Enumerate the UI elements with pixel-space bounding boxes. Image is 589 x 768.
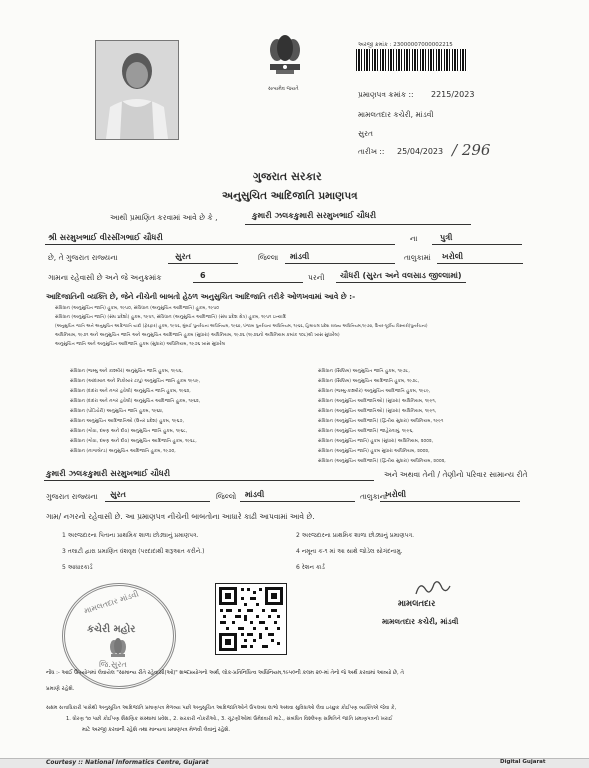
applicant-photo [95,40,179,140]
village2-value: માંડવી [245,490,265,499]
footer-brand: Digital Gujarat [500,759,546,765]
taluka-label: તાલુકામાં [404,253,431,262]
barcode [356,49,467,71]
document-item: 4 નમૂના ક-૧ માં આ સાથે જોડેલ સોગંદનામુ. [296,548,403,555]
basis-statement: ગામ/ નગરનો રહેવાસી છે. આ પ્રમાણપત્ર નીચેની બાબતોના આધારે કાઢી આપવામાં આવે છે. [46,512,315,521]
father-name: શ્રી સરમુખભાઈ વીરસીંગભાઈ ચૌધરી [48,233,163,242]
district-name: સુરત [358,129,373,138]
emblem-caption: સત્યમેવ જયતે [268,86,299,92]
office-name: મામલતદાર કચેરી, માંડવી [358,110,434,119]
left-col-item: સંવિધાન (ગોવા, દમણ અને દીવ) અનુસુચિત આદિજાતિ હુકમ, ૧૯૬૮, [70,439,197,444]
right-col-item: સંવિધાન (અનુસુચિત આદિજાતિ) જાહેરનામું, ૧૯૯૬, [318,429,414,434]
stamp-emblem-icon [107,638,129,658]
right-col-item: સંવિધાન (સિક્કિમ) અનુસુચિત જાતિ હુકમ, ૧૯૭૮, [318,369,410,374]
recognition-statement: આદિજાતિની વ્યક્તિ છે, જેને નીચેની બાબતો હેઠળ અનુસુચિત આદિજાતિ તરીકે ઓળખવામાં આવે છે :- [46,292,356,301]
note-line-4: માટે અરજી કરવાની રહેશે તથા માન્યતા પ્રમાણપત્ર મેળવી લેવાનું રહેશે. [82,727,231,733]
signatory-title: મામલતદાર [398,599,436,609]
government-title: ગુજરાત સરકાર [253,170,322,183]
district-value: સુરત [175,252,191,261]
village-value: માંડવી [290,252,310,261]
left-col-item: સંવિધાન (ગોવા, દમણ અને દીવ) અનુસુચિત જાતિ હુકમ, ૧૯૬૮, [70,429,188,434]
handwritten-number: / 296 [452,141,491,159]
right-col-item: સંવિધાન (અનુસુચિત આદિજાતિઓ) (સુધારા) અધિનિયમ, ૧૯૯૧, [318,409,437,414]
left-col-item: સંવિધાન (દાદરા અને નગર હવેલી) અનુસુચિત આદિજાતિ હુકમ, ૧૯૬૨, [70,399,201,404]
right-col-item: સંવિધાન (સિક્કિમ) અનુસુચિત આદિજાતિ હુકમ, ૧૯૭૮, [318,379,420,384]
note-line-2: સક્ષમ સત્તાધિકારી પાસેથી અનુસૂચિત આદિજાતિ પ્રમાણપત્ર મેળવ્યા પછી અનુસૂચિત આદિજાતિઓને ઉપલબ્ધ લાભો અથવા સુવિધાઓ લેવા ઇચ્છુક કોઈપણ વ્યક્તિએ જેવા કે, [46,705,397,711]
stamp-center-text: કચેરી મહોર [87,624,136,635]
district2-label: જિલ્લો [216,492,237,501]
left-col-item: સંવિધાન (નાગાલેન્ડ) અનુસુચિત આદિજાતિ હુકમ, ૧૯૭૦, [70,449,176,454]
document-item: 6 રેશન કાર્ડ [296,564,325,571]
certificate-title: અનુસુચિત આદિજાતિ પ્રમાણપત્ર [222,190,358,202]
applicant-name: કુમારી ઝલકકુમારી સરમુખભાઈ ચૌધરી [252,211,377,220]
document-item: 2 અરજદારના પ્રાથમિક શાળા છોડ્યાનું પ્રમાણપત્ર. [296,532,415,539]
tribe-value: ચૌધરી (સુરત અને વલસાડ જીલ્લામાં) [340,271,462,280]
document-item: 3 તલાટી દ્વારા પ્રમાણિત વંશવૃક્ષ (પરદાદાથી શરૂઆત કરીને.) [62,548,205,555]
left-col-item: સંવિધાન (જમ્મુ અને કાશ્મીર) અનુસુચિત જાતિ હુકમ, ૧૯૫૬, [70,369,183,374]
date-value: 25/04/2023 [397,147,444,156]
law-line: સંવિધાન (અનુસુચિત જાતિ) (સંઘ પ્રદેશો) હુકમ, ૧૯૫૧, સંવિધાન (અનુસુચિત આદિજાતિ) (સંઘ પ્રદેશ ક્ષેત્ર) હુકમ, ૧૯૫૧ ઇત્યાદિ [55,315,287,320]
document-item: 5 આધારકાર્ડ [62,564,93,571]
taluka2-value: ખરોલી [385,490,407,499]
right-col-item: સંવિધાન (અનુસુચિત આદિજાતિ) (દ્વિતીય સુધારા) અધિનિયમ, ૨૦૦૨, [318,459,446,464]
right-col-item: સંવિધાન (અનુસુચિત આદિજાતિ) (દ્વિતીય સુધારા) અધિનિયમ, ૧૯૯૧ [318,419,444,424]
national-emblem-icon [262,30,308,82]
note-line-3: 1. ધોરણ ૧૦ પછી કોઈપણ શૈક્ષણિક સંસ્થામાં પ્રવેશ., 2. સરકારી નોકરીઓ., 3. ચૂંટણીઓમાં ઉમેદવારી માટે., સંબંધિત વિશ્લેષણ સમિતિને જાતિ પ્રમાણપત્રની ખરાઈ [66,716,393,722]
person-silhouette-icon [96,41,178,139]
relation-value: પુત્રી [440,233,453,242]
footer-bar [0,758,589,768]
law-line: અનુસુચિત જાતિ અને અનુસુચિત આદિજાતિ હુકમ (સુધારા) અધિનિયમ, ૧૯૭૬ ખાસ સુધારેલ [55,342,226,347]
family-suffix: અને અથવા તેની / તેણીનો પરિવાર સામાન્ય રીતે [384,470,528,479]
law-line: અધિનિયમ, ૧૯૭૧ અને અનુસુચિત જાતિ અને અનુસુચિત આદિજાતિ હુકમ (સુધારા) અધિનિયમ, ૧૯૭૬ (૧૯૭૬નો અધિનિયમ ક્રમાંક ૧૦૮)થી ખાસ સુધારેલ) [55,333,340,338]
law-line: (અનુસુચિત જાતિ અને અનુસુચિત આદિજાતિ યાદી (ફેરફાર) હુકમ, ૧૯૫૬, મુંબઈ પુનર્રચના અધિનિયમ, ૧૯૬૦, પંજાબ પુનર્રચના અધિનિયમ, ૧૯૬૬, હિમાચલ પ્રદેશ રાજ્ય અધિનિયમ,૧૯૭૦, ઉત્તર-પૂર્વીય વિસ્તારો(પુનર્રચના) [55,323,428,328]
state2-prefix: ગુજરાત રાજ્યના [46,492,98,501]
application-number: અરજી ક્રમાંક : 23000007000002215 [358,42,453,48]
cert-no-label: પ્રમાણપત્ર ક્રમાંક :: [358,90,414,99]
qr-code [215,583,287,655]
taluka2-label: તાલુકાના [360,492,388,501]
left-col-item: સંવિધાન અનુસુચિત આદિજાતિઓ (ઉત્તર પ્રદેશ) હુકમ, ૧૯૬૭, [70,419,184,424]
district-label: જિલ્લા [258,253,279,262]
state-prefix: છે, તે ગુજરાત રાજ્યના [48,253,118,262]
right-col-item: સંવિધાન (જમ્મુ-કાશ્મીર) અનુસુચિત આદિજાતિ હુકમ, ૧૯૮૯, [318,389,431,394]
taluka-value: ખરોલી [442,252,464,261]
footer-courtesy: Courtesy :: National Informatics Centre, Gujarat [46,759,209,766]
signatory-office: મામલતદાર કચેરી, માંડવી [382,617,459,626]
district2-value: સુરત [110,490,126,499]
left-col-item: સંવિધાન (આંદામાન અને નિકોબાર ટાપુ) અનુસુચિત જાતિ હુકમ ૧૯૫૯, [70,379,201,384]
stamp-ring-text: મામલતદાર માંડવી [82,589,140,616]
note-line-1: નોંધ :- આઈ ઉપયોગમાં લેવાયેલ "સામાન્ય રીતે રહેવાસી(ઓ)" શબ્દપ્રયોગનો અર્થ, લોક-પ્રતિનિધિત્વ અધિનિયમ,૧૯૫૦ની કલમ ૨૦-માં તેનો જે અર્થ કરવામાં આવ્યો છે, તે [46,670,404,676]
signature-mark-icon [412,578,452,598]
document-item: 1 અરજદારના પિતાના પ્રાથમિક શાળા છોડ્યાનું પ્રમાણપત્ર. [62,532,199,539]
right-col-item: સંવિધાન (અનુસુચિત જાતિ) હુકમ સુધારા અધિનિયમ, ૨૦૦૨, [318,449,430,454]
law-line: સંવિધાન (અનુસુચિત જાતિ) હુકમ, ૧૯૫૦, સંવિધાન (અનુસુચિત આદિજાતિ) હુકમ, ૧૯૫૦ [55,306,220,311]
certify-prefix: આથી પ્રમાણિત કરવામાં આવે છે કે , [110,213,218,222]
cert-no-value: 2215/2023 [431,90,475,99]
note-line-1b: પ્રમાણે રહેશે. [46,686,75,692]
left-col-item: સંવિધાન (દાદરા અને નગર હવેલી) અનુસુચિત જાતિ હુકમ, ૧૯૬૨, [70,389,191,394]
date-label: તારીખ :: [358,147,385,156]
stamp-bottom-text: જિ.સુરત [99,660,127,669]
resident-prefix: ગામના રહેવાસી છે અને જે અનુક્રમાંક [48,273,162,282]
relation-label: ના [410,234,418,243]
applicant-name-2: કુમારી ઝલકકુમારી સરમુખભાઈ ચૌધરી [46,469,171,478]
serial-value: 6 [200,271,206,280]
right-col-item: સંવિધાન (અનુસુચિત જાતિ) હુકમ (સુધારા) અધિનિયમ, ૨૦૦૨, [318,439,434,444]
serial-label: પરની [308,273,325,282]
left-col-item: સંવિધાન (પોંડિચેરી) અનુસુચિત જાતિ હુકમ, ૧૯૬૪, [70,409,164,414]
right-col-item: સંવિધાન (અનુસુચિત આદિજાતિઓ) (સુધારા) અધિનિયમ, ૧૯૯૧, [318,399,437,404]
